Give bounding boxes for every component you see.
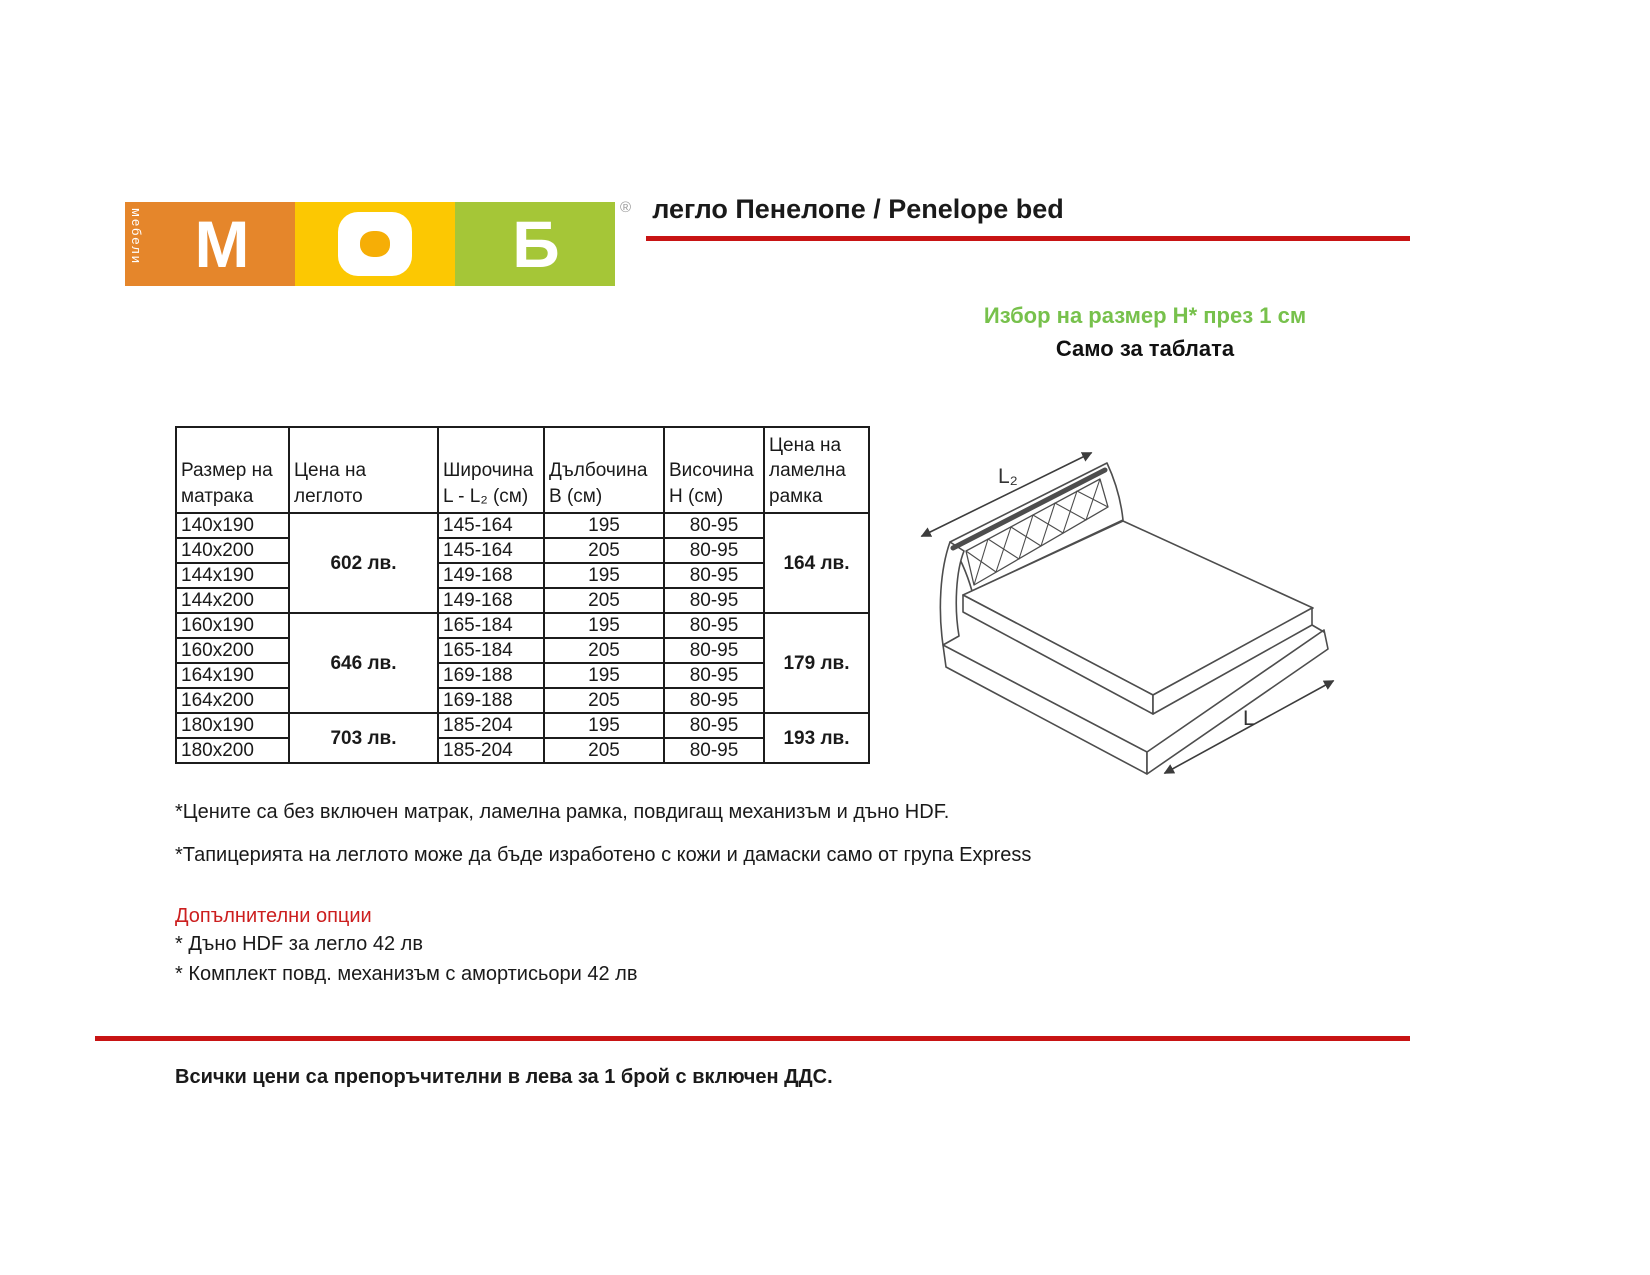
bed-price-cell: 646 лв. bbox=[289, 613, 438, 713]
logo-yellow-block bbox=[295, 202, 455, 286]
column-header: Цена на леглото bbox=[289, 427, 438, 513]
height-range-cell: 80-95 bbox=[664, 663, 764, 688]
width-range-cell: 145-164 bbox=[438, 513, 544, 538]
mattress-size-cell: 144x190 bbox=[176, 563, 289, 588]
height-range-cell: 80-95 bbox=[664, 613, 764, 638]
width-range-cell: 169-188 bbox=[438, 663, 544, 688]
depth-cell: 195 bbox=[544, 713, 664, 738]
frame-price-cell: 193 лв. bbox=[764, 713, 869, 763]
price-table-body bbox=[176, 513, 869, 763]
width-range-cell: 145-164 bbox=[438, 538, 544, 563]
depth-cell: 195 bbox=[544, 613, 664, 638]
mattress-size-cell: 180x190 bbox=[176, 713, 289, 738]
column-header: Цена на ламелна рамка bbox=[764, 427, 869, 513]
mob-logo bbox=[125, 202, 615, 286]
page-title: легло Пенелопе / Penelope bed bbox=[652, 194, 1064, 224]
label-l: L bbox=[1243, 707, 1255, 730]
logo-vertical-text: мебели bbox=[129, 208, 144, 265]
table-row bbox=[176, 713, 869, 738]
depth-cell: 205 bbox=[544, 738, 664, 763]
size-note-green-line: Избор на размер H* през 1 см bbox=[983, 303, 1307, 328]
base-right-joint bbox=[1312, 625, 1324, 632]
price-table bbox=[175, 426, 870, 764]
bed-price-cell: 602 лв. bbox=[289, 513, 438, 613]
registered-trademark-icon: ® bbox=[620, 199, 632, 216]
headboard-left-post bbox=[940, 542, 964, 645]
mattress-size-cell: 180x200 bbox=[176, 738, 289, 763]
mattress-size-cell: 164x190 bbox=[176, 663, 289, 688]
logo-letter-b: Б bbox=[512, 207, 558, 281]
logo-green-block bbox=[455, 202, 615, 286]
depth-cell: 205 bbox=[544, 538, 664, 563]
height-range-cell: 80-95 bbox=[664, 638, 764, 663]
width-range-cell: 185-204 bbox=[438, 738, 544, 763]
height-range-cell: 80-95 bbox=[664, 563, 764, 588]
width-range-cell: 165-184 bbox=[438, 613, 544, 638]
depth-cell: 205 bbox=[544, 688, 664, 713]
logo-orange-block bbox=[125, 202, 295, 286]
width-range-cell: 169-188 bbox=[438, 688, 544, 713]
mattress-size-cell: 164x200 bbox=[176, 688, 289, 713]
header-row bbox=[176, 427, 869, 513]
footer-note: Всички цени са препоръчителни в лева за 1 брой с включен ДДС. bbox=[175, 1066, 833, 1088]
width-range-cell: 149-168 bbox=[438, 588, 544, 613]
width-range-cell: 185-204 bbox=[438, 713, 544, 738]
bed-diagram bbox=[860, 395, 1340, 785]
column-header: Дълбочина B (см) bbox=[544, 427, 664, 513]
height-range-cell: 80-95 bbox=[664, 713, 764, 738]
options-heading: Допълнителни опции bbox=[175, 905, 372, 927]
frame-price-cell: 164 лв. bbox=[764, 513, 869, 613]
option-hdf-bottom: * Дъно HDF за легло 42 лв bbox=[175, 933, 423, 955]
logo-letter-m: М bbox=[194, 207, 248, 281]
column-header: Широчина L - L₂ (см) bbox=[438, 427, 544, 513]
height-range-cell: 80-95 bbox=[664, 538, 764, 563]
depth-cell: 205 bbox=[544, 588, 664, 613]
price-table-head bbox=[176, 427, 869, 513]
depth-cell: 195 bbox=[544, 513, 664, 538]
column-header: Височина H (см) bbox=[664, 427, 764, 513]
frame-price-cell: 179 лв. bbox=[764, 613, 869, 713]
height-range-cell: 80-95 bbox=[664, 738, 764, 763]
mattress-size-cell: 160x200 bbox=[176, 638, 289, 663]
mattress-size-cell: 140x190 bbox=[176, 513, 289, 538]
note-prices: *Цените са без включен матрак, ламелна рамка, повдигащ механизъм и дъно HDF. bbox=[175, 801, 950, 823]
logo-letter-o-center bbox=[360, 231, 390, 257]
width-range-cell: 165-184 bbox=[438, 638, 544, 663]
width-range-cell: 149-168 bbox=[438, 563, 544, 588]
height-range-cell: 80-95 bbox=[664, 588, 764, 613]
size-note bbox=[890, 303, 1400, 362]
size-note-black-line: Само за таблата bbox=[1055, 336, 1235, 361]
note-upholstery: *Тапицерията на леглото може да бъде изработено с кожи и дамаски само от група Express bbox=[175, 844, 1032, 866]
height-range-cell: 80-95 bbox=[664, 688, 764, 713]
depth-cell: 195 bbox=[544, 663, 664, 688]
mattress-size-cell: 144x200 bbox=[176, 588, 289, 613]
table-row bbox=[176, 613, 869, 638]
depth-cell: 195 bbox=[544, 563, 664, 588]
title-underline bbox=[646, 236, 1410, 241]
label-l2: L₂ bbox=[998, 465, 1018, 488]
option-lift-mechanism: * Комплект повд. механизъм с амортисьори 42 лв bbox=[175, 963, 638, 985]
column-header: Размер на матрака bbox=[176, 427, 289, 513]
bed-price-cell: 703 лв. bbox=[289, 713, 438, 763]
height-range-cell: 80-95 bbox=[664, 513, 764, 538]
mattress-size-cell: 140x200 bbox=[176, 538, 289, 563]
footer-divider bbox=[95, 1036, 1410, 1041]
logo-letter-o-icon bbox=[338, 212, 412, 276]
table-row bbox=[176, 513, 869, 538]
mattress-size-cell: 160x190 bbox=[176, 613, 289, 638]
depth-cell: 205 bbox=[544, 638, 664, 663]
